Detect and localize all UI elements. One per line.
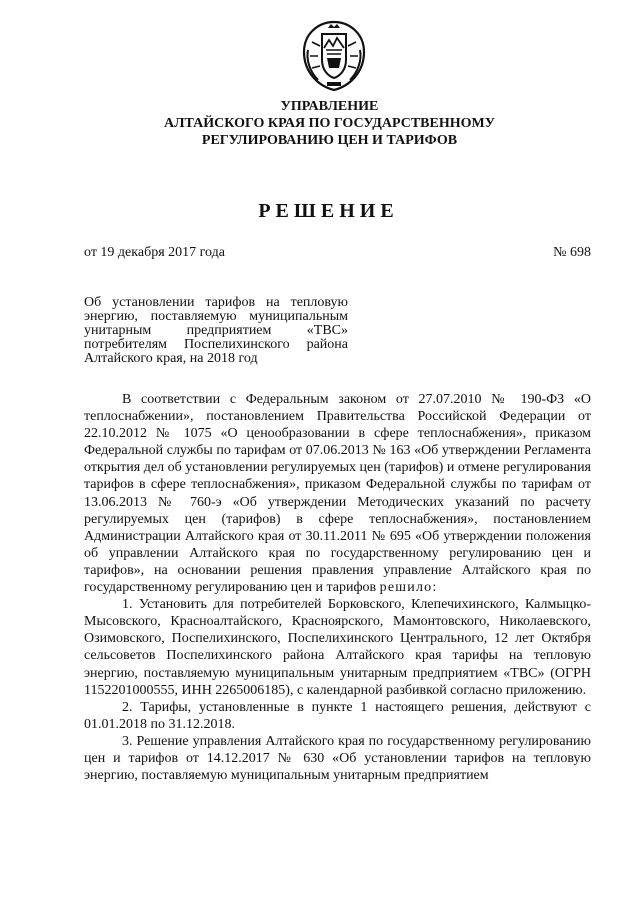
document-title: РЕШЕНИЕ (258, 200, 399, 222)
document-subject: Об установлении тарифов на тепловую энергию, поставляемую муниципальным унитарным предприятием «ТВС» потребителям Поспелихинского района Алтайского края, на 2018 год (84, 295, 348, 366)
intro-text: В соответствии с Федеральным законом от 27.07.2010 № 190-ФЗ «О теплоснабжении», постановлением Правительства Российской Федерации от 22.10.2012 № 1075 «О ценообразовании в сфере теплоснабжения», приказом Федеральной службы по тарифам от 07.06.2013 № 163 «Об утверждении Регламента открытия дел об установлении регулируемых цен (тарифов) и отмене регулирования тарифов в сфере теплоснабжения», приказом Федеральной службы по тарифам от 13.06.2013 № 760-э «Об утверждении Методических указаний по расчету регулируемых цен (тарифов) в сфере теплоснабжения», постановлением Администрации Алтайского края от 30.11.2011 № 695 «Об утверждении положения об управлении Алтайского края по государственному регулированию цен и тарифов», на основании решения правления управление Алтайского края по государственному регулированию цен и тарифов (84, 392, 591, 596)
document-body (84, 391, 591, 784)
agency-line-3: РЕГУЛИРОВАНИЮ ЦЕН И ТАРИФОВ (201, 133, 458, 148)
item-2-paragraph: 2. Тарифы, установленные в пункте 1 настоящего решения, действуют с 01.01.2018 по 31.12.2018. (84, 699, 591, 732)
agency-line-1: УПРАВЛЕНИЕ (280, 99, 379, 114)
agency-line-2: АЛТАЙСКОГО КРАЯ ПО ГОСУДАРСТВЕННОМУ (164, 116, 495, 131)
resolved-text: решило: (379, 580, 438, 596)
issuing-agency (0, 98, 639, 149)
item-1-paragraph: 1. Установить для потребителей Борковского, Клепечихинского, Калмыцко-Мысовского, Красноалтайского, Красноярского, Мамонтовского, Николаевского, Озимовского, Поспелихинского, Поспелихинского Центрального, 12 лет Октября сельсоветов Поспелихинского района Алтайского края тарифы на тепловую энергию, поставляемую муниципальным унитарным предприятием «ТВС» (ОГРН 1152201000555, ИНН 2265006185), с календарной разбивкой согласно приложению. (84, 597, 591, 698)
document-number: № 698 (553, 245, 591, 260)
coat-of-arms-emblem (300, 20, 368, 92)
item-3-paragraph: 3. Решение управления Алтайского края по государственному регулированию цен и тарифов от 14.12.2017 № 630 «Об установлении тарифов на тепловую энергию, поставляемую муниципальным унитарным предприятием (84, 733, 591, 784)
intro-paragraph (84, 391, 591, 596)
document-date: от 19 декабря 2017 года (84, 245, 225, 260)
